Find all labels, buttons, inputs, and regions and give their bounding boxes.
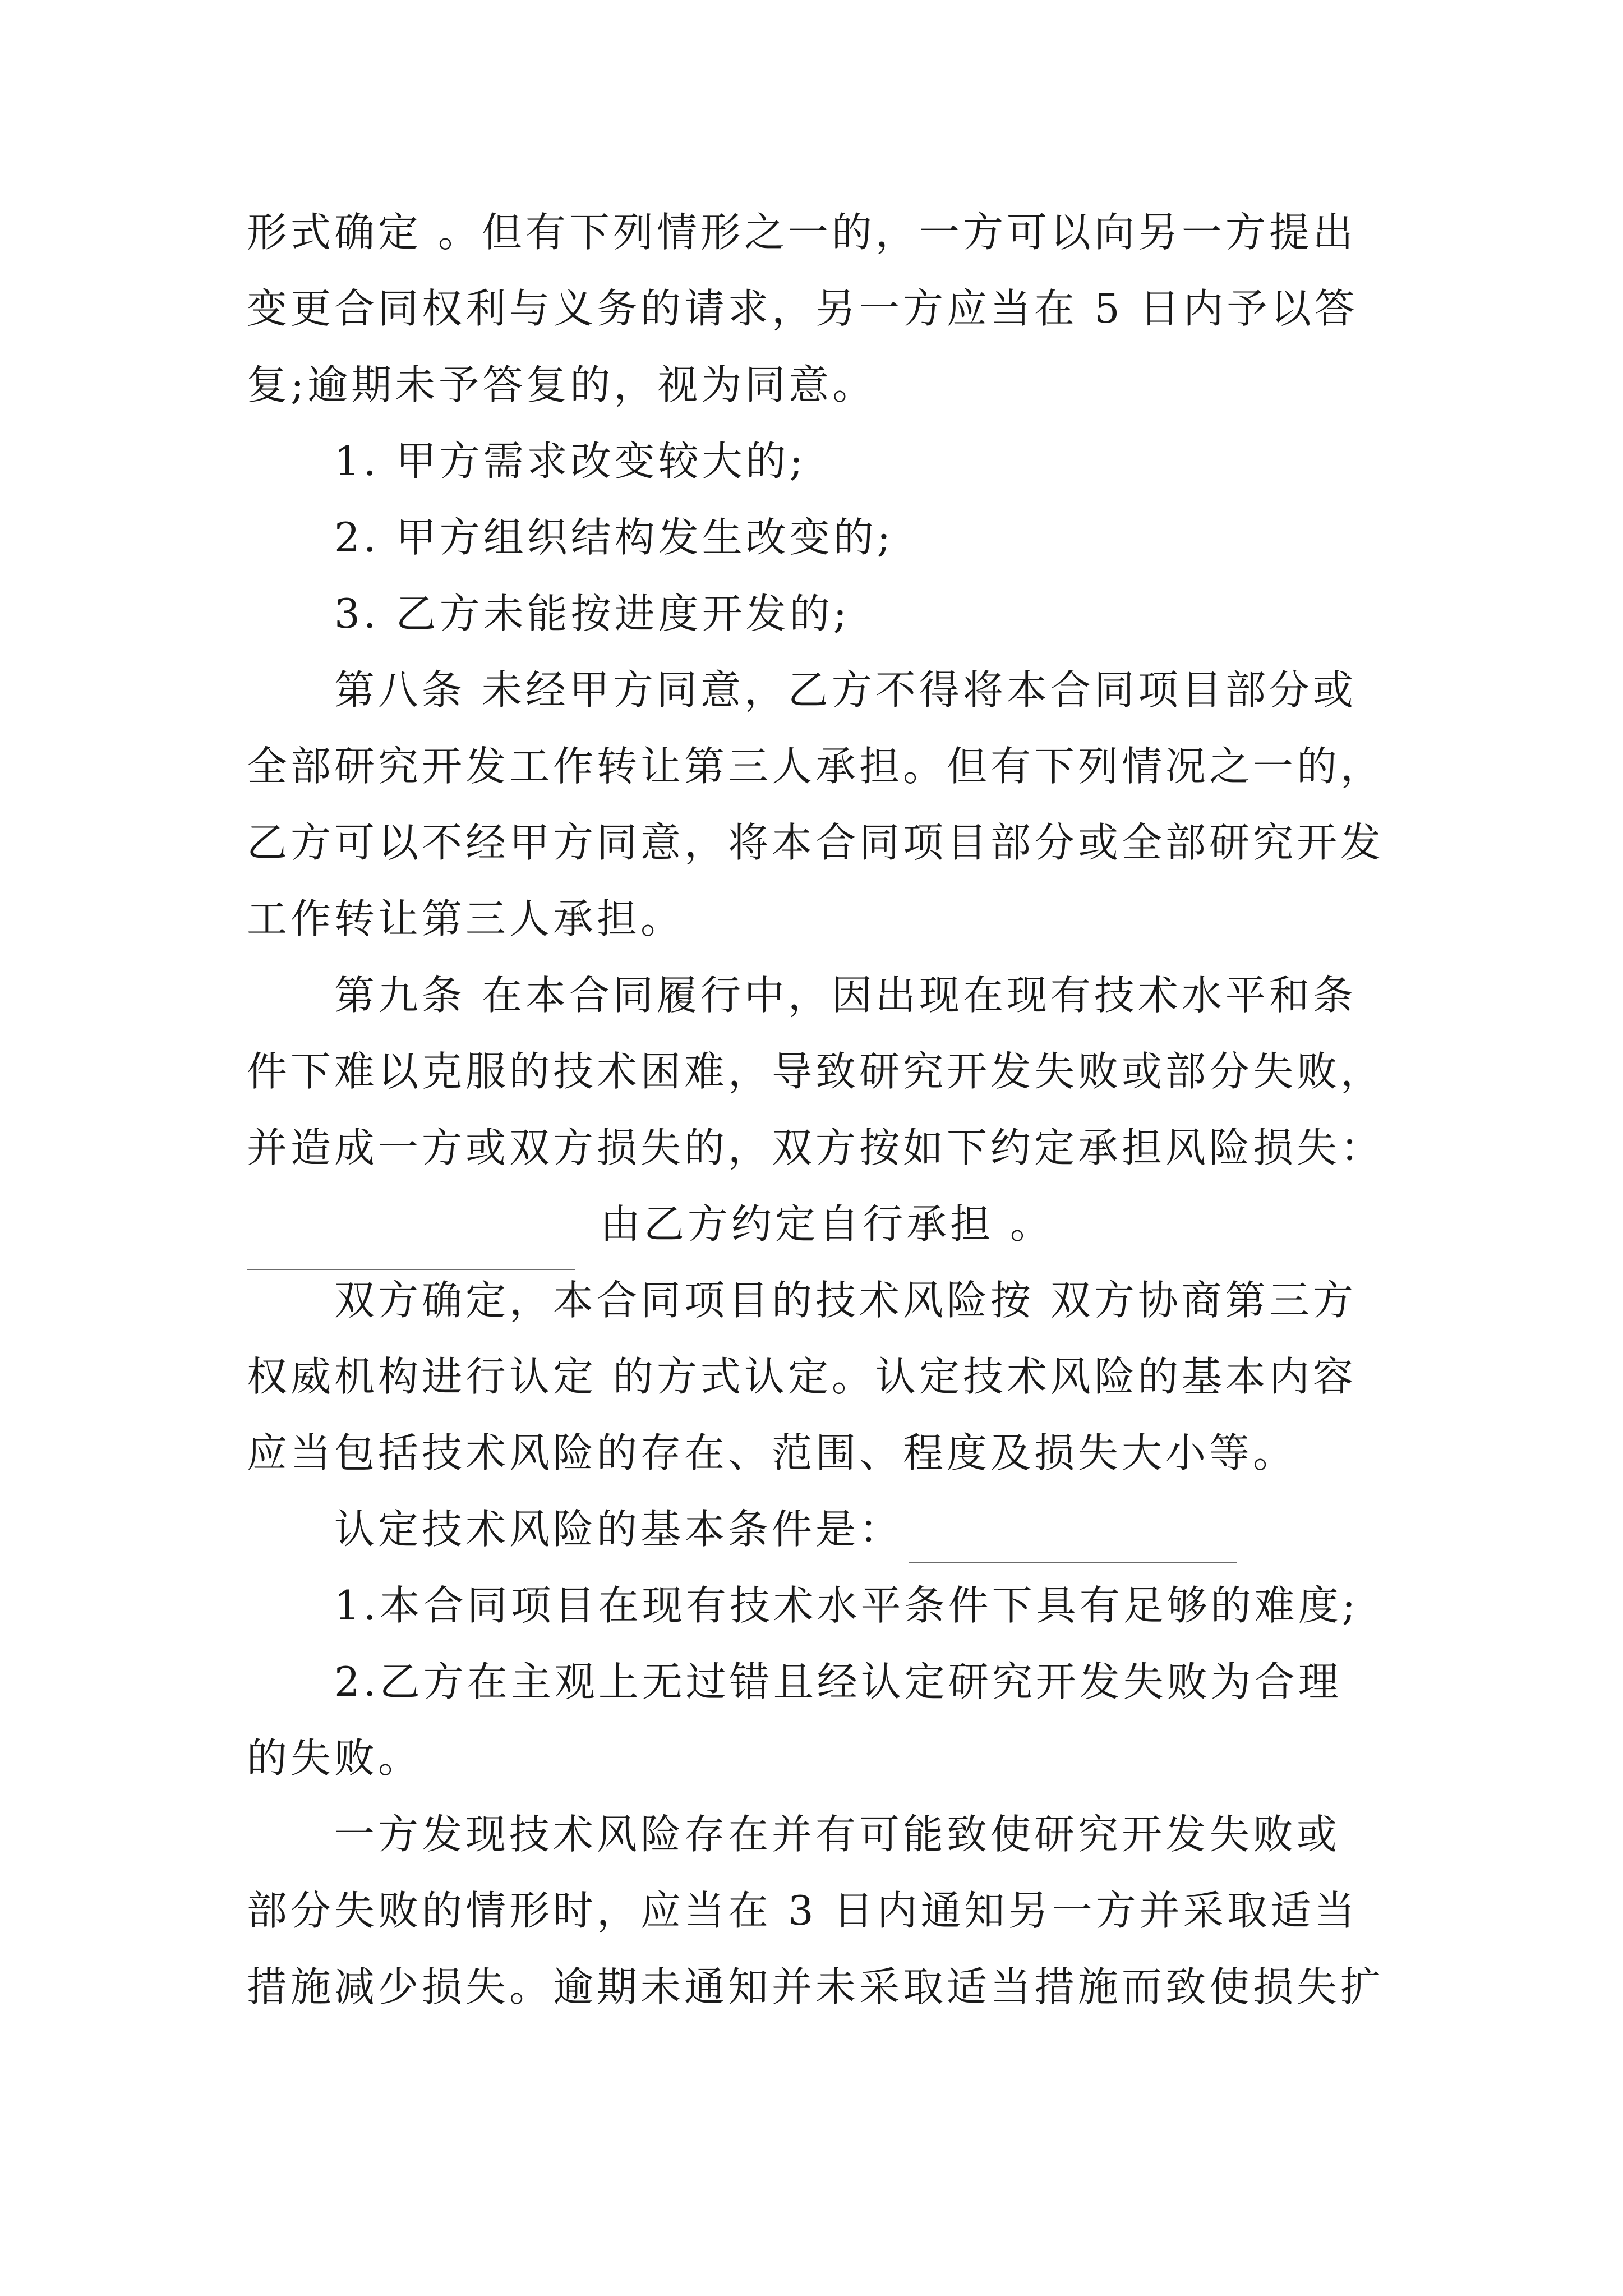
text-line: 认定技术风险的基本条件是： bbox=[334, 1506, 903, 1553]
text-line: 双方确定，本合同项目的技术风险按 双方协商第三方 bbox=[334, 1277, 1357, 1324]
text-line: 变更合同权利与义务的请求，另一方应当在 5 日内予以答 bbox=[247, 285, 1358, 332]
text-line: 形式确定 。但有下列情形之一的，一方可以向另一方提出 bbox=[247, 209, 1357, 256]
list-item: 2. 甲方组织结构发生改变的; bbox=[334, 514, 894, 561]
list-item: 3. 乙方未能按进度开发的; bbox=[334, 590, 850, 637]
article-9-heading-line: 第九条 在本合同履行中，因出现在现有技术水平和条 bbox=[334, 972, 1357, 1019]
text-line: 全部研究开发工作转让第三人承担。但有下列情况之一的， bbox=[247, 743, 1385, 790]
list-item: 2.乙方在主观上无过错且经认定研究开发失败为合理 bbox=[334, 1658, 1342, 1705]
text-line: 件下难以克服的技术困难，导致研究开发失败或部分失败， bbox=[247, 1048, 1385, 1095]
text-line: 应当包括技术风险的存在、范围、程度及损失大小等。 bbox=[247, 1429, 1297, 1476]
text-line: 复;逾期未予答复的，视为同意。 bbox=[247, 361, 877, 408]
fill-in-blank bbox=[909, 1562, 1237, 1563]
list-item: 1. 甲方需求改变较大的; bbox=[334, 438, 806, 485]
text-line: 的失败。 bbox=[247, 1734, 422, 1782]
text-line: 并造成一方或双方损失的，双方按如下约定承担风险损失： bbox=[247, 1124, 1385, 1171]
text-line: 由乙方约定自行承担 。 bbox=[600, 1200, 1054, 1248]
text-line: 权威机构进行认定 的方式认定。认定技术风险的基本内容 bbox=[247, 1353, 1357, 1400]
text-line: 一方发现技术风险存在并有可能致使研究开发失败或 bbox=[334, 1811, 1341, 1858]
article-8-heading-line: 第八条 未经甲方同意，乙方不得将本合同项目部分或 bbox=[334, 666, 1357, 714]
text-line: 工作转让第三人承担。 bbox=[247, 895, 685, 942]
text-line: 部分失败的情形时，应当在 3 日内通知另一方并采取适当 bbox=[247, 1887, 1358, 1934]
text-line: 措施减少损失。逾期未通知并未采取适当措施而致使损失扩 bbox=[247, 1963, 1385, 2010]
list-item: 1.本合同项目在现有技术水平条件下具有足够的难度; bbox=[334, 1582, 1359, 1629]
fill-in-blank bbox=[247, 1269, 575, 1270]
text-line: 乙方可以不经甲方同意，将本合同项目部分或全部研究开发 bbox=[247, 819, 1385, 866]
